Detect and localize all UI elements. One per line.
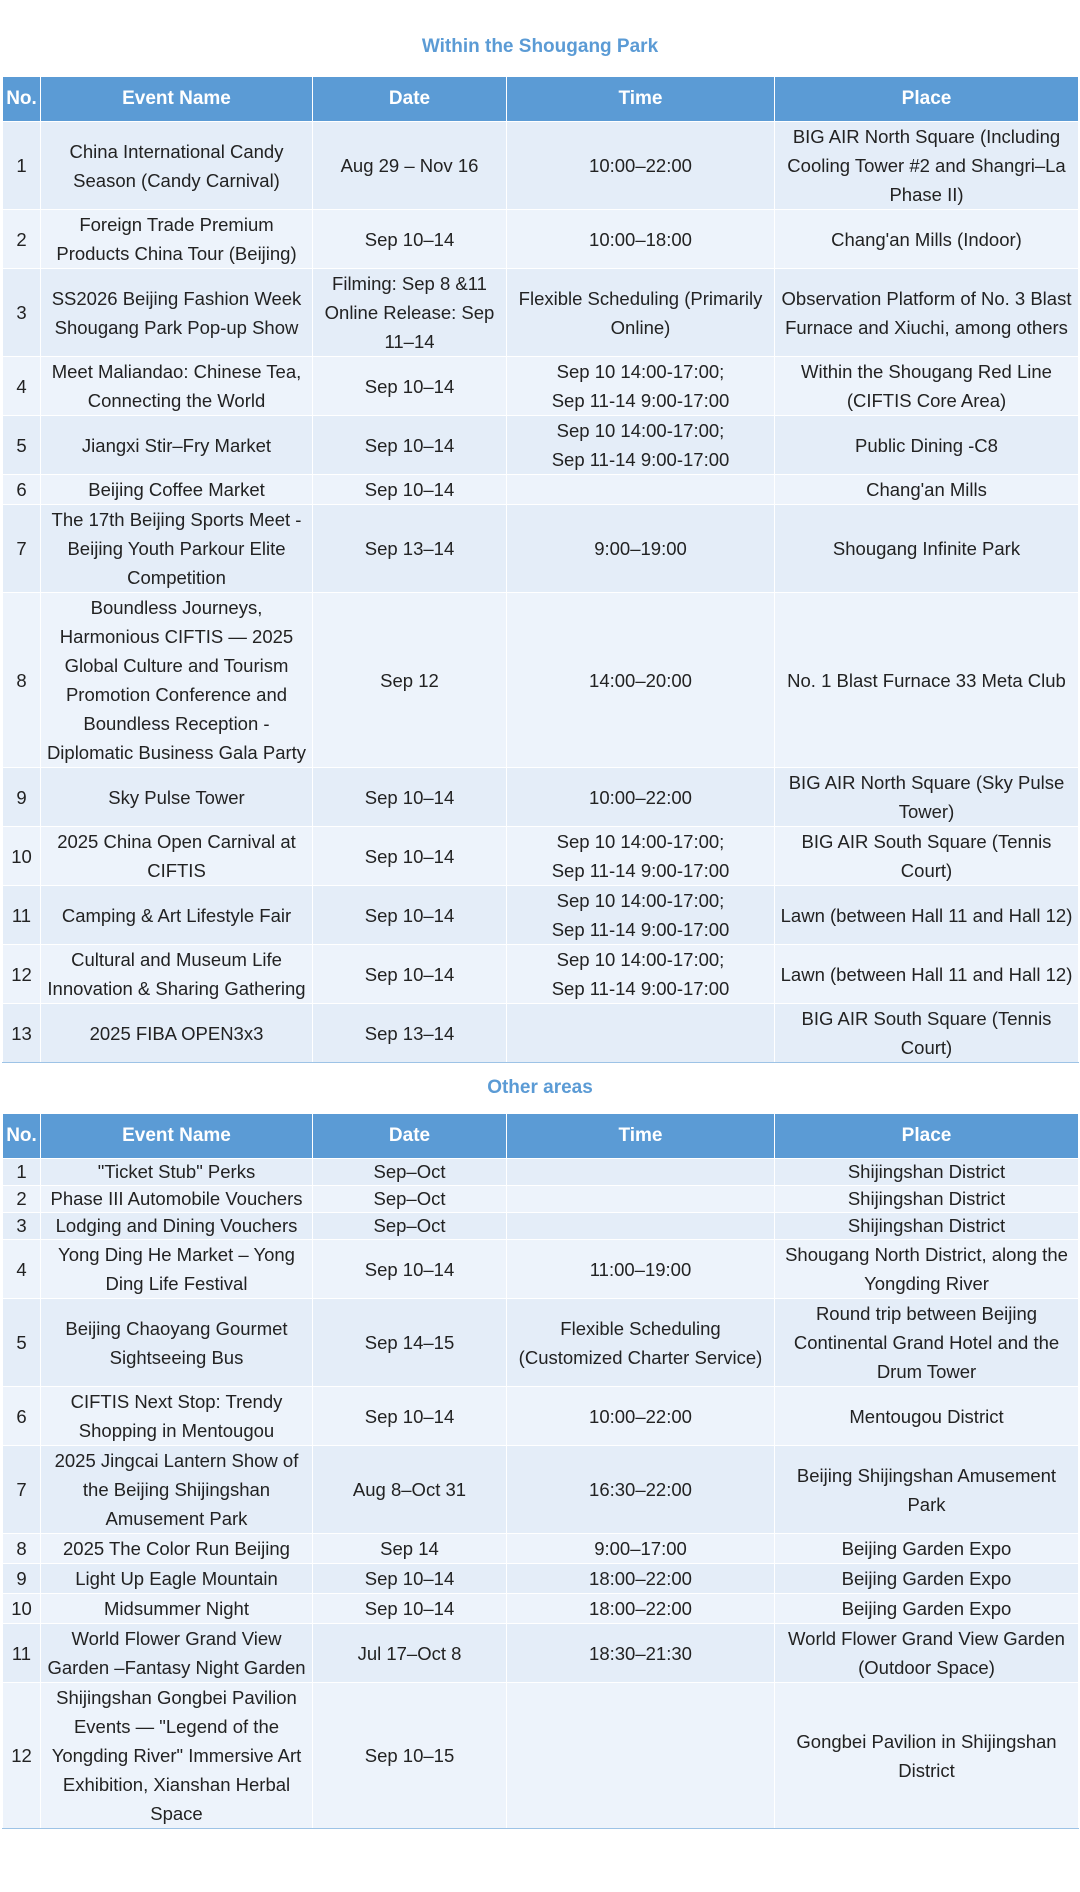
- cell-event-name: Phase III Automobile Vouchers: [41, 1186, 313, 1213]
- cell-date: Aug 8–Oct 31: [313, 1446, 507, 1534]
- cell-no: 10: [3, 1594, 41, 1624]
- section-title-shougang-park: Within the Shougang Park: [421, 36, 659, 57]
- cell-event-name: Shijingshan Gongbei Pavilion Events — "Legend of the Yongding River" Immersive Art Exhibition, Xianshan Herbal Space: [41, 1683, 313, 1829]
- cell-date: Sep 10–14: [313, 945, 507, 1004]
- cell-no: 12: [3, 945, 41, 1004]
- section-title-other-areas: Other areas: [487, 1077, 593, 1098]
- cell-place: Beijing Garden Expo: [775, 1534, 1079, 1564]
- cell-time: 10:00–22:00: [507, 122, 775, 210]
- cell-date: Sep 10–14: [313, 1240, 507, 1299]
- cell-event-name: Beijing Chaoyang Gourmet Sightseeing Bus: [41, 1299, 313, 1387]
- table-header: [3, 77, 1079, 122]
- cell-no: 7: [3, 1446, 41, 1534]
- cell-date: Sep 10–15: [313, 1683, 507, 1829]
- cell-no: 8: [3, 1534, 41, 1564]
- table-row: [3, 1004, 1079, 1063]
- cell-no: 3: [3, 269, 41, 357]
- cell-event-name: "Ticket Stub" Perks: [41, 1159, 313, 1186]
- table-row: [3, 269, 1079, 357]
- table-row: [3, 210, 1079, 269]
- table-row: [3, 1213, 1079, 1240]
- cell-place: Public Dining -C8: [775, 416, 1079, 475]
- cell-no: 4: [3, 357, 41, 416]
- cell-time: 10:00–18:00: [507, 210, 775, 269]
- cell-date: Sep–Oct: [313, 1186, 507, 1213]
- cell-place: BIG AIR North Square (Including Cooling Tower #2 and Shangri–La Phase II): [775, 122, 1079, 210]
- cell-place: Shougang North District, along the Yongding River: [775, 1240, 1079, 1299]
- cell-no: 5: [3, 1299, 41, 1387]
- cell-place: BIG AIR North Square (Sky Pulse Tower): [775, 768, 1079, 827]
- cell-place: BIG AIR South Square (Tennis Court): [775, 827, 1079, 886]
- cell-place: Beijing Garden Expo: [775, 1594, 1079, 1624]
- cell-date: Sep 13–14: [313, 505, 507, 593]
- cell-date: Sep 10–14: [313, 886, 507, 945]
- cell-no: 1: [3, 122, 41, 210]
- cell-no: 7: [3, 505, 41, 593]
- cell-place: Lawn (between Hall 11 and Hall 12): [775, 945, 1079, 1004]
- cell-time: 18:00–22:00: [507, 1564, 775, 1594]
- cell-place: Beijing Garden Expo: [775, 1564, 1079, 1594]
- cell-time: Sep 10 14:00-17:00; Sep 11-14 9:00-17:00: [507, 827, 775, 886]
- table-row: [3, 475, 1079, 505]
- header-event-name: Event Name: [41, 1114, 313, 1159]
- table-header: [3, 1114, 1079, 1159]
- cell-no: 1: [3, 1159, 41, 1186]
- cell-place: Shijingshan District: [775, 1213, 1079, 1240]
- cell-time: [507, 1004, 775, 1063]
- cell-date: Sep 14–15: [313, 1299, 507, 1387]
- table-row: [3, 1594, 1079, 1624]
- cell-date: Sep 10–14: [313, 1564, 507, 1594]
- cell-event-name: 2025 The Color Run Beijing: [41, 1534, 313, 1564]
- cell-time: 18:30–21:30: [507, 1624, 775, 1683]
- header-time: Time: [507, 77, 775, 122]
- cell-event-name: Cultural and Museum Life Innovation & Sharing Gathering: [41, 945, 313, 1004]
- cell-no: 6: [3, 475, 41, 505]
- cell-event-name: Sky Pulse Tower: [41, 768, 313, 827]
- cell-place: Chang'an Mills (Indoor): [775, 210, 1079, 269]
- header-no: No.: [3, 77, 41, 122]
- cell-time: [507, 475, 775, 505]
- cell-event-name: Light Up Eagle Mountain: [41, 1564, 313, 1594]
- cell-no: 2: [3, 210, 41, 269]
- table-row: [3, 1186, 1079, 1213]
- cell-date: Jul 17–Oct 8: [313, 1624, 507, 1683]
- header-place: Place: [775, 1114, 1079, 1159]
- table-row: [3, 1624, 1079, 1683]
- cell-no: 11: [3, 1624, 41, 1683]
- cell-time: [507, 1683, 775, 1829]
- cell-time: 18:00–22:00: [507, 1594, 775, 1624]
- cell-time: Sep 10 14:00-17:00; Sep 11-14 9:00-17:00: [507, 357, 775, 416]
- cell-date: Sep–Oct: [313, 1159, 507, 1186]
- cell-no: 4: [3, 1240, 41, 1299]
- table-row: [3, 1240, 1079, 1299]
- cell-time: 9:00–19:00: [507, 505, 775, 593]
- cell-place: World Flower Grand View Garden (Outdoor Space): [775, 1624, 1079, 1683]
- cell-time: 10:00–22:00: [507, 1387, 775, 1446]
- cell-event-name: 2025 FIBA OPEN3x3: [41, 1004, 313, 1063]
- header-date: Date: [313, 77, 507, 122]
- cell-event-name: Boundless Journeys, Harmonious CIFTIS — 2025 Global Culture and Tourism Promotion Conference and Boundless Reception - Diplomatic Business Gala Party: [41, 593, 313, 768]
- table-row: [3, 593, 1079, 768]
- table-row: [3, 945, 1079, 1004]
- cell-event-name: Beijing Coffee Market: [41, 475, 313, 505]
- cell-date: Sep–Oct: [313, 1213, 507, 1240]
- cell-no: 9: [3, 1564, 41, 1594]
- header-row: [3, 1114, 1079, 1159]
- cell-no: 2: [3, 1186, 41, 1213]
- cell-date: Sep 14: [313, 1534, 507, 1564]
- table-row: [3, 1534, 1079, 1564]
- shougang-park-events-table: [2, 76, 1079, 1063]
- table-row: [3, 768, 1079, 827]
- cell-no: 11: [3, 886, 41, 945]
- cell-date: Sep 13–14: [313, 1004, 507, 1063]
- table-row: [3, 505, 1079, 593]
- table-row: [3, 122, 1079, 210]
- cell-place: Shijingshan District: [775, 1186, 1079, 1213]
- cell-place: Observation Platform of No. 3 Blast Furnace and Xiuchi, among others: [775, 269, 1079, 357]
- cell-time: 11:00–19:00: [507, 1240, 775, 1299]
- cell-place: Shijingshan District: [775, 1159, 1079, 1186]
- cell-no: 6: [3, 1387, 41, 1446]
- cell-no: 13: [3, 1004, 41, 1063]
- cell-no: 12: [3, 1683, 41, 1829]
- cell-event-name: China International Candy Season (Candy Carnival): [41, 122, 313, 210]
- cell-no: 9: [3, 768, 41, 827]
- cell-time: Flexible Scheduling (Customized Charter Service): [507, 1299, 775, 1387]
- cell-time: 16:30–22:00: [507, 1446, 775, 1534]
- cell-date: Sep 10–14: [313, 1594, 507, 1624]
- header-event-name: Event Name: [41, 77, 313, 122]
- cell-event-name: The 17th Beijing Sports Meet - Beijing Youth Parkour Elite Competition: [41, 505, 313, 593]
- cell-place: Round trip between Beijing Continental Grand Hotel and the Drum Tower: [775, 1299, 1079, 1387]
- cell-date: Sep 10–14: [313, 768, 507, 827]
- cell-no: 3: [3, 1213, 41, 1240]
- table-row: [3, 1299, 1079, 1387]
- cell-date: Aug 29 – Nov 16: [313, 122, 507, 210]
- cell-event-name: Camping & Art Lifestyle Fair: [41, 886, 313, 945]
- cell-event-name: Midsummer Night: [41, 1594, 313, 1624]
- table-row: [3, 886, 1079, 945]
- cell-time: 14:00–20:00: [507, 593, 775, 768]
- event-schedule-page: [0, 36, 1080, 1829]
- cell-no: 8: [3, 593, 41, 768]
- table-row: [3, 416, 1079, 475]
- cell-no: 5: [3, 416, 41, 475]
- cell-date: Sep 12: [313, 593, 507, 768]
- table-body: [3, 122, 1079, 1063]
- cell-date: Sep 10–14: [313, 827, 507, 886]
- table-row: [3, 1159, 1079, 1186]
- cell-place: Shougang Infinite Park: [775, 505, 1079, 593]
- cell-time: 9:00–17:00: [507, 1534, 775, 1564]
- table-row: [3, 1564, 1079, 1594]
- header-date: Date: [313, 1114, 507, 1159]
- table-body: [3, 1159, 1079, 1829]
- cell-date: Sep 10–14: [313, 416, 507, 475]
- cell-place: Gongbei Pavilion in Shijingshan District: [775, 1683, 1079, 1829]
- cell-event-name: Foreign Trade Premium Products China Tour (Beijing): [41, 210, 313, 269]
- cell-event-name: CIFTIS Next Stop: Trendy Shopping in Mentougou: [41, 1387, 313, 1446]
- cell-time: Flexible Scheduling (Primarily Online): [507, 269, 775, 357]
- cell-place: Within the Shougang Red Line (CIFTIS Core Area): [775, 357, 1079, 416]
- cell-event-name: Jiangxi Stir–Fry Market: [41, 416, 313, 475]
- table-row: [3, 1683, 1079, 1829]
- cell-event-name: Lodging and Dining Vouchers: [41, 1213, 313, 1240]
- cell-event-name: Yong Ding He Market – Yong Ding Life Festival: [41, 1240, 313, 1299]
- cell-place: Chang'an Mills: [775, 475, 1079, 505]
- cell-date: Sep 10–14: [313, 1387, 507, 1446]
- cell-time: Sep 10 14:00-17:00; Sep 11-14 9:00-17:00: [507, 416, 775, 475]
- cell-date: Sep 10–14: [313, 210, 507, 269]
- cell-event-name: 2025 China Open Carnival at CIFTIS: [41, 827, 313, 886]
- cell-date: Sep 10–14: [313, 357, 507, 416]
- header-place: Place: [775, 77, 1079, 122]
- other-areas-events-table: [2, 1113, 1079, 1829]
- cell-place: Mentougou District: [775, 1387, 1079, 1446]
- cell-place: Lawn (between Hall 11 and Hall 12): [775, 886, 1079, 945]
- cell-time: Sep 10 14:00-17:00; Sep 11-14 9:00-17:00: [507, 886, 775, 945]
- cell-time: 10:00–22:00: [507, 768, 775, 827]
- cell-date: Filming: Sep 8 &11 Online Release: Sep 11–14: [313, 269, 507, 357]
- cell-event-name: Meet Maliandao: Chinese Tea, Connecting the World: [41, 357, 313, 416]
- table-row: [3, 827, 1079, 886]
- header-row: [3, 77, 1079, 122]
- cell-time: [507, 1186, 775, 1213]
- cell-place: No. 1 Blast Furnace 33 Meta Club: [775, 593, 1079, 768]
- cell-time: Sep 10 14:00-17:00; Sep 11-14 9:00-17:00: [507, 945, 775, 1004]
- cell-event-name: SS2026 Beijing Fashion Week Shougang Park Pop-up Show: [41, 269, 313, 357]
- cell-place: Beijing Shijingshan Amusement Park: [775, 1446, 1079, 1534]
- cell-event-name: 2025 Jingcai Lantern Show of the Beijing Shijingshan Amusement Park: [41, 1446, 313, 1534]
- cell-place: BIG AIR South Square (Tennis Court): [775, 1004, 1079, 1063]
- table-row: [3, 1387, 1079, 1446]
- cell-date: Sep 10–14: [313, 475, 507, 505]
- table-row: [3, 1446, 1079, 1534]
- header-time: Time: [507, 1114, 775, 1159]
- cell-time: [507, 1159, 775, 1186]
- cell-event-name: World Flower Grand View Garden –Fantasy Night Garden: [41, 1624, 313, 1683]
- cell-time: [507, 1213, 775, 1240]
- header-no: No.: [3, 1114, 41, 1159]
- table-row: [3, 357, 1079, 416]
- cell-no: 10: [3, 827, 41, 886]
